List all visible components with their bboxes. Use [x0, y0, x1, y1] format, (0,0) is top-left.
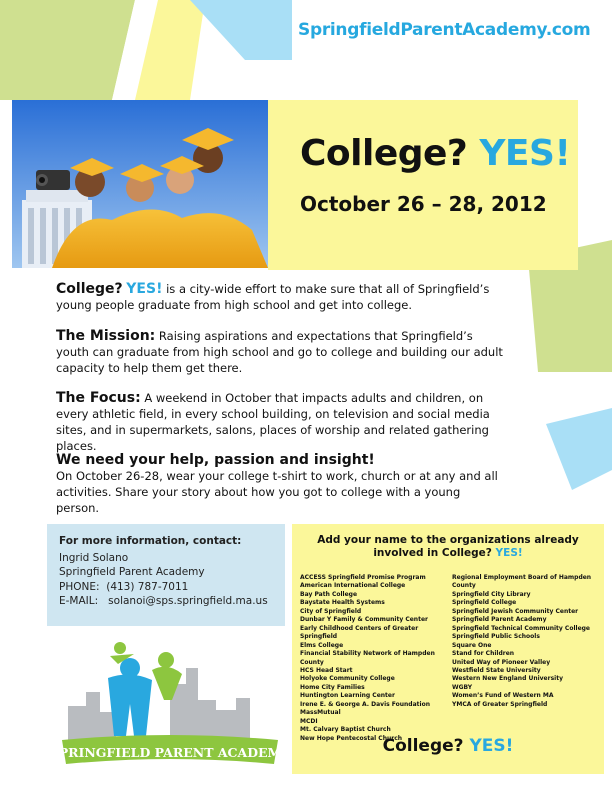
phone-number[interactable]: (413) 787-7011	[106, 580, 189, 593]
organization-item: Springfield Public Schools	[452, 633, 540, 641]
event-dates: October 26 – 28, 2012	[300, 192, 547, 216]
contact-name: Ingrid Solano	[59, 551, 129, 564]
email-link[interactable]: solanoi@sps.springfield.ma.us	[108, 595, 268, 608]
organization-item: ACCESS Springfield Promise Program	[300, 574, 426, 581]
organizations-list-left	[300, 574, 452, 743]
intro-paragraph	[56, 281, 506, 313]
contact-org: Springfield Parent Academy	[59, 566, 205, 579]
blue-shape-top	[190, 0, 292, 60]
organization-item: Springfield City Library	[452, 590, 531, 598]
organizations-footer	[292, 736, 604, 756]
organizations-title-line1: Add your name to the organizations already	[317, 534, 579, 546]
organization-item: Early Childhood Centers of Greater Springfield	[300, 624, 419, 641]
organization-item: American International College	[300, 582, 406, 590]
organizations-title	[292, 534, 604, 560]
springfield-parent-academy-logo	[60, 640, 280, 780]
organization-item: Springfield College	[452, 599, 517, 607]
organization-item: Dunbar Y Family & Community Center	[300, 616, 428, 624]
organizations-box	[292, 524, 604, 774]
organization-item: YMCA of Greater Springfield	[452, 700, 548, 708]
organizations-title-line2: involved in College?	[373, 547, 496, 559]
footer-main: College?	[382, 736, 470, 756]
organization-item: Western New England University	[452, 675, 563, 683]
hero-photo	[12, 100, 268, 268]
graduates-illustration	[12, 100, 268, 268]
organization-item: MCDI	[300, 717, 318, 725]
footer-accent: YES!	[469, 736, 514, 756]
organization-item: Square One	[452, 641, 492, 649]
organization-item: Irene E. & George A. Davis Foundation	[300, 700, 430, 708]
organization-item: Bay Path College	[300, 590, 358, 598]
organization-item: Financial Stability Network of Hampden County	[300, 650, 435, 666]
contact-phone-row	[59, 580, 273, 595]
focus-heading: The Focus:	[56, 390, 141, 406]
organization-item: Huntington Learning Center	[300, 692, 395, 700]
email-label: E-MAIL:	[59, 595, 99, 608]
site-url[interactable]: SpringfieldParentAcademy.com	[298, 20, 591, 40]
organization-item: City of Springfield	[300, 607, 362, 615]
mission-paragraph	[56, 328, 506, 376]
headline-main: College?	[300, 133, 480, 174]
contact-email-row	[59, 594, 273, 609]
organization-item: Westfield State University	[452, 666, 541, 674]
organization-item: Elms College	[300, 641, 344, 649]
intro-text: is a city-wide effort to make sure that all of Springfield’s young people graduate from high school and get into college.	[56, 282, 490, 312]
organization-item: Regional Employment Board of Hampden County	[452, 574, 592, 590]
phone-label: PHONE:	[59, 580, 100, 593]
organization-item: Springfield Parent Academy	[452, 616, 547, 624]
organization-item: Mt. Calvary Baptist Church	[300, 726, 391, 734]
focus-paragraph	[56, 390, 506, 454]
organization-item: Home City Families	[300, 683, 365, 691]
organization-item: Women’s Fund of Western MA	[452, 692, 554, 700]
mission-text: Raising aspirations and expectations that Springfield’s youth can graduate from high school and go to college and building our adult capacity to help them get there.	[56, 329, 503, 375]
organization-item: New Hope Pentecostal Church	[300, 734, 403, 742]
organization-item: WGBY	[452, 683, 473, 691]
headline-panel	[268, 100, 578, 270]
help-heading: We need your help, passion and insight!	[56, 452, 375, 468]
logo-graphic	[60, 640, 280, 780]
headline	[300, 133, 570, 174]
help-paragraph	[56, 452, 506, 516]
logo-text: SPRINGFIELD PARENT ACADEMY	[60, 745, 280, 760]
focus-text: A weekend in October that impacts adults and children, on every athletic field, in every school building, on television and social media sites, and in supermarkets, salons, places of worship and related gathering places.	[56, 391, 490, 453]
organization-item: Holyoke Community College	[300, 675, 395, 683]
organization-item: United Way of Pioneer Valley	[452, 658, 551, 666]
organization-item: MassMutual	[300, 709, 341, 717]
organization-item: Springfield Technical Community College	[452, 624, 590, 632]
organization-item: Baystate Health Systems	[300, 599, 385, 607]
help-text: On October 26-28, wear your college t-shirt to work, church or at any and all activities. Share your story about how you got to college with a young person.	[56, 469, 498, 515]
green-shape-top-left	[0, 0, 135, 100]
organization-item: Stand for Children	[452, 650, 515, 658]
mission-heading: The Mission:	[56, 328, 156, 344]
intro-brand-accent: YES!	[126, 281, 163, 297]
blue-shape-right	[546, 408, 612, 490]
organizations-title-accent: YES!	[495, 547, 523, 559]
headline-accent: YES!	[479, 133, 571, 174]
contact-heading: For more information, contact:	[59, 535, 242, 547]
organizations-list-right	[452, 574, 604, 709]
intro-brand: College?	[56, 281, 123, 297]
organization-item: Springfield Jewish Community Center	[452, 607, 579, 615]
contact-box	[47, 524, 285, 626]
organization-item: HCS Head Start	[300, 666, 353, 674]
